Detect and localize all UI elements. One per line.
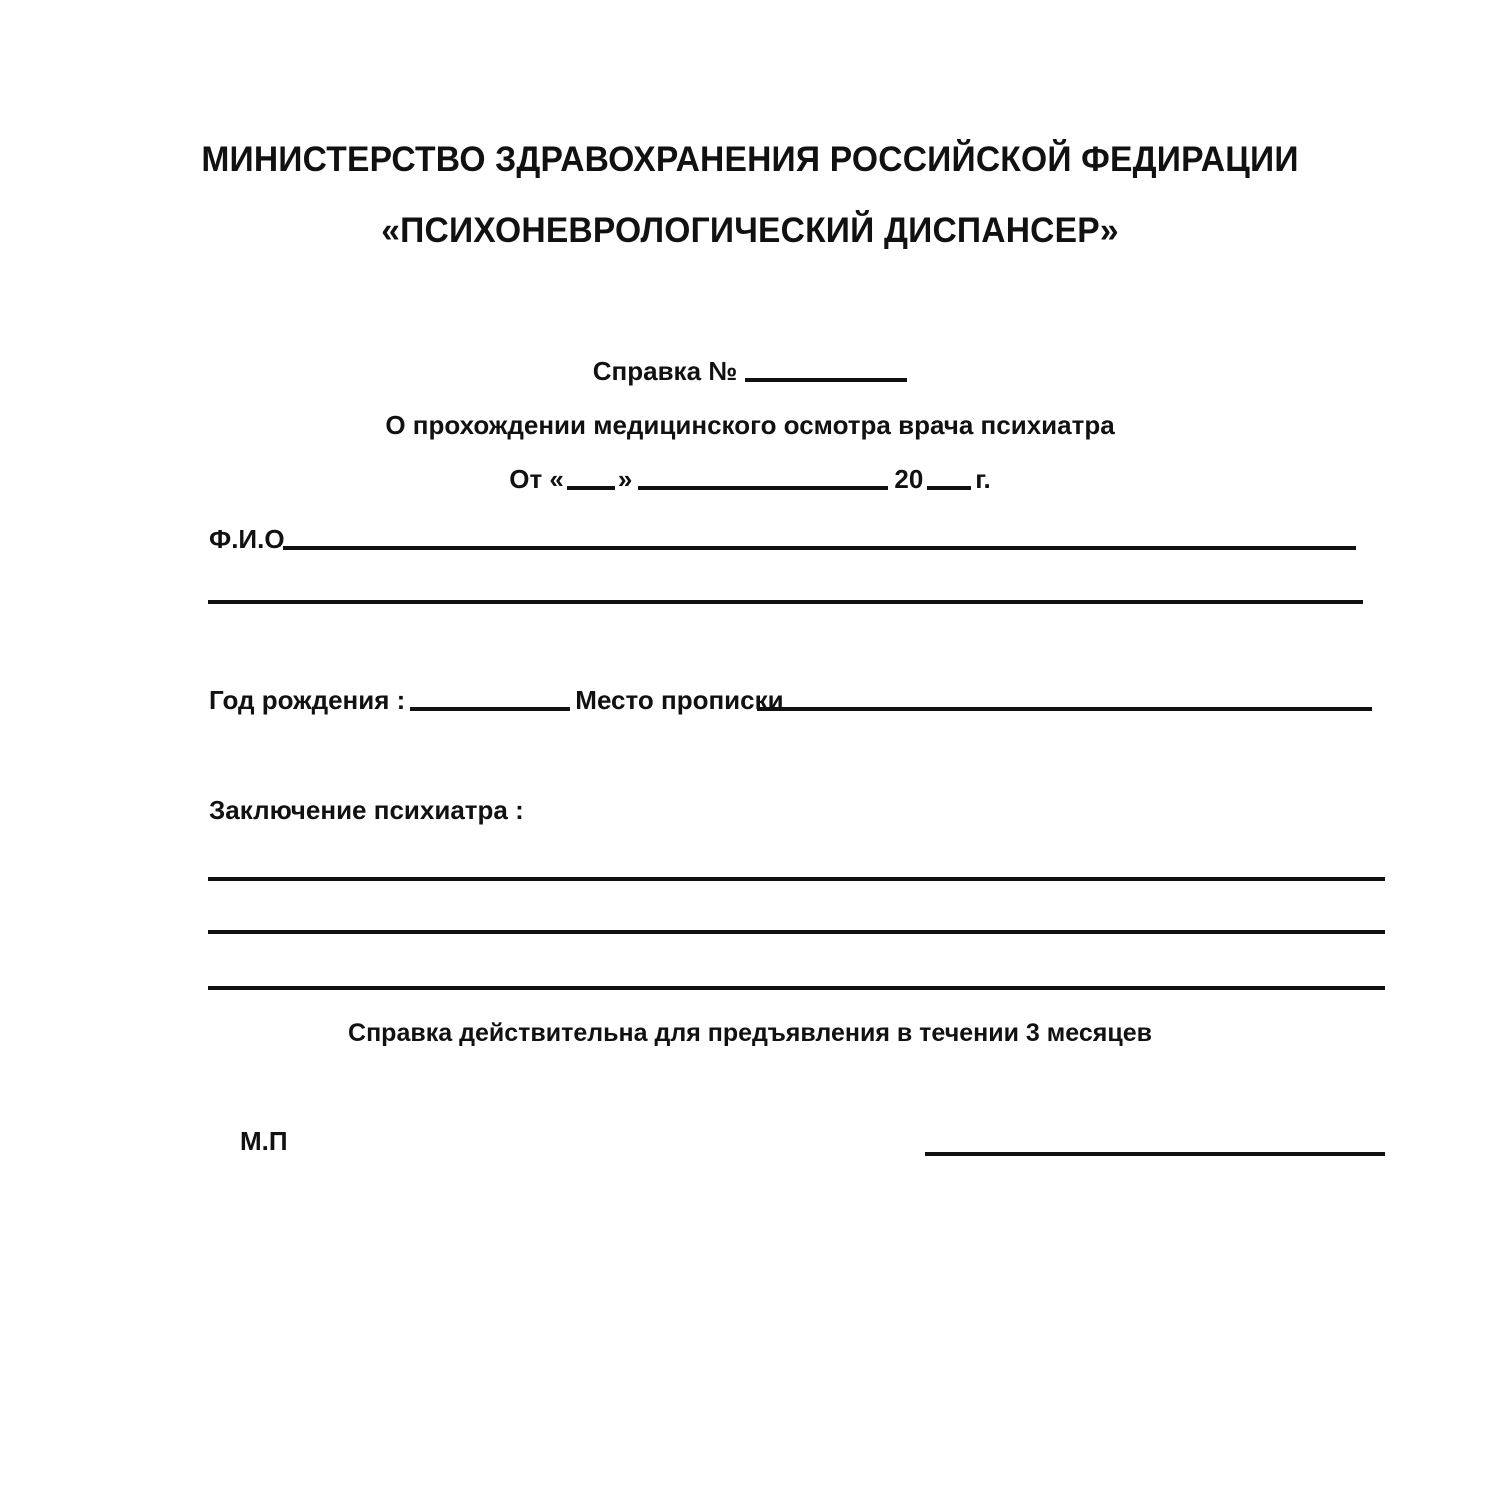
date-quote-close: » — [617, 464, 633, 494]
institution-title: «ПСИХОНЕВРОЛОГИЧЕСКИЙ ДИСПАНСЕР» — [381, 211, 1119, 250]
date-prefix-label: От « — [509, 464, 564, 494]
validity-notice: Справка действительна для предъявления в течении 3 месяцев — [348, 1019, 1152, 1047]
certificate-number-row — [0, 356, 1500, 387]
birth-and-registration-row — [209, 685, 784, 716]
certificate-number-label: Справка № — [592, 356, 738, 386]
full-name-label: Ф.И.О — [209, 524, 285, 554]
full-name-input-line2[interactable] — [208, 600, 1363, 604]
registration-input[interactable] — [757, 707, 1372, 711]
conclusion-input-line3[interactable] — [208, 986, 1385, 990]
conclusion-label: Заключение психиатра : — [209, 795, 524, 825]
date-month-input[interactable] — [638, 467, 888, 490]
date-year-suffix: г. — [975, 464, 991, 494]
date-year-prefix: 20 — [894, 464, 924, 494]
certificate-number-input[interactable] — [745, 359, 907, 382]
conclusion-input-line1[interactable] — [208, 877, 1385, 881]
certificate-date-row — [0, 464, 1500, 495]
ministry-title: МИНИСТЕРСТВО ЗДРАВОХРАНЕНИЯ РОССИЙСКОЙ ФЕДИРАЦИИ — [201, 140, 1299, 179]
birth-year-label: Год рождения : — [209, 685, 406, 715]
registration-label: Место прописки — [575, 685, 784, 715]
signature-input[interactable] — [925, 1152, 1385, 1156]
date-year-input[interactable] — [927, 467, 971, 490]
birth-year-input[interactable] — [410, 688, 570, 711]
full-name-input[interactable] — [283, 546, 1356, 550]
date-day-input[interactable] — [567, 467, 615, 490]
certificate-subject: О прохождении медицинского осмотра врача психиатра — [385, 410, 1115, 440]
conclusion-input-line2[interactable] — [208, 930, 1385, 934]
stamp-place-label: М.П — [240, 1126, 288, 1156]
